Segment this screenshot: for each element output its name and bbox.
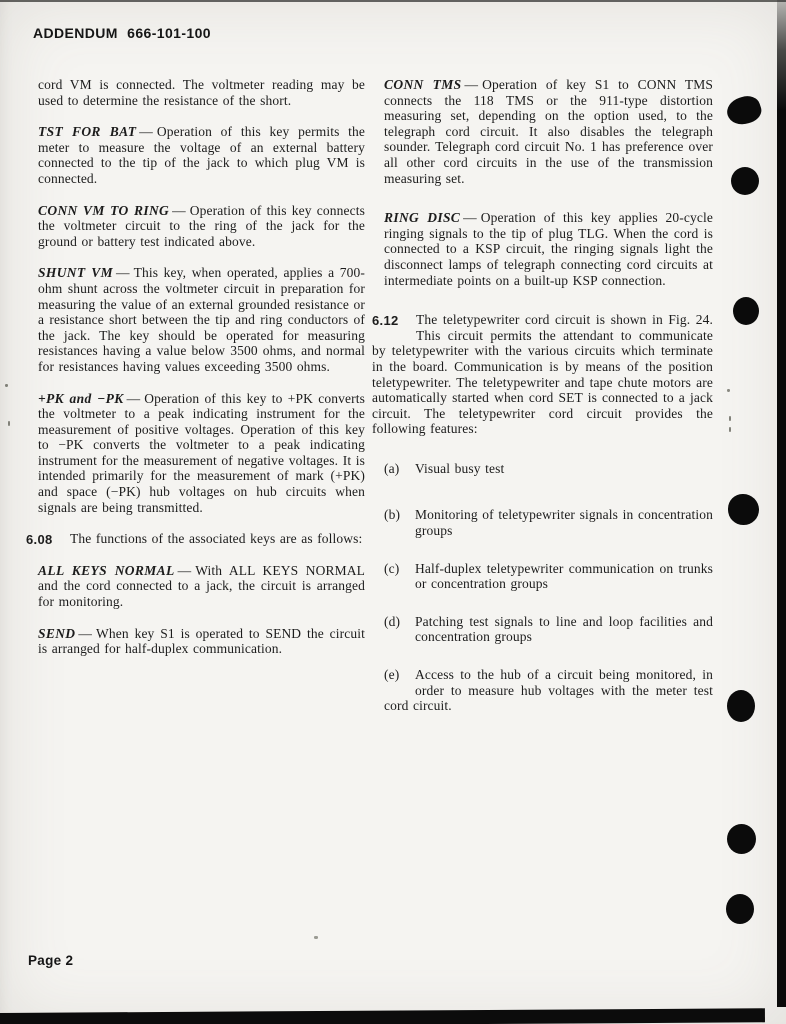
feature-item-d [384, 614, 713, 645]
paragraph-conn-vm-to-ring [38, 203, 365, 250]
feature-text: Access to the hub of a circuit being monitored, in order to measure hub voltages with the meter test cord circuit. [384, 667, 713, 714]
left-column [26, 77, 366, 673]
em-dash: — [172, 202, 186, 218]
paragraph-ring-disc [384, 210, 713, 288]
feature-label: (b) [384, 507, 401, 523]
binder-hole-dot [728, 494, 759, 525]
em-dash: — [78, 625, 93, 641]
feature-label: (e) [384, 667, 400, 683]
feature-item-c [384, 561, 713, 592]
paragraph-text: Operation of this key applies 20-cycle ringing signals to the tip of plug TLG. When the cord is connected to a KSP circuit, the ringing signals light the disconnect lamps of telegraph connecting cord circuits at intermediate points on a built-up KSP connection. [384, 210, 713, 288]
binder-hole-dot [727, 690, 755, 722]
feature-text: Monitoring of teletypewriter signals in concentration groups [415, 507, 713, 539]
binder-hole-dot [731, 167, 759, 195]
run-in-heading: +PK and −PK [38, 390, 124, 406]
feature-item-a [384, 461, 713, 477]
paragraph-text: When key S1 is operated to SEND the circuit is arranged for half-duplex communication. [38, 625, 365, 657]
paragraph-number: 6.12 [372, 313, 399, 329]
paragraph-conn-tms [384, 77, 713, 186]
paragraph-text: The functions of the associated keys are as follows: [70, 531, 363, 547]
numbered-paragraph-6-12 [372, 312, 713, 437]
numbered-paragraph-6-08 [26, 531, 365, 547]
paragraph-text: Operation of this key connects the voltmeter circuit to the ring of the jack for the ground or battery test indicated above. [38, 202, 365, 249]
paragraph-text: cord VM is connected. The voltmeter reading may be used to determine the resistance of the short. [38, 77, 365, 108]
feature-list [384, 461, 713, 714]
scan-edge-top [0, 0, 786, 2]
paragraph-text: This key, when operated, applies a 700-ohm shunt across the voltmeter circuit in preparation for measuring the value of an external grounded resistance or a resistance short between the tip and ring conductors of the jack. The key should be operated for measuring resistances having a value below 3500 ohms, and normal for resistances having values exceeding 3500 ohms. [38, 265, 365, 374]
paragraph-intro-fragment [38, 77, 365, 108]
paragraph-all-keys-normal [38, 563, 365, 610]
document-header: ADDENDUM 666-101-100 [33, 25, 211, 41]
scan-speck [729, 427, 731, 432]
paragraph-text: The teletypewriter cord circuit is shown in Fig. 24. This circuit permits the attendant to communicate by teletypewriter with the various circuits which terminate in the board. Communication is by means of the position teletypewriter. The teletypewriter and tape chute motors are automatically started when cord SET is connected to a jack circuit. The teletypewriter cord circuit provides the following features: [372, 312, 713, 437]
paragraph-text: Operation of key S1 to CONN TMS connects the 118 TMS or the 911-type distortion measuring set, depending on the option used, to the telegraph cord circuit. It also disables the telegraph sounder. Telegraph cord circuit No. 1 has preference over all other cord circuits in the use of the transmission measuring set. [384, 77, 713, 186]
feature-text: Half-duplex teletypewriter communication on trunks or concentration groups [415, 560, 713, 592]
feature-text: Patching test signals to line and loop facilities and concentration groups [415, 613, 713, 645]
feature-item-e [384, 667, 713, 714]
run-in-heading: ALL KEYS NORMAL [38, 562, 175, 578]
binder-hole-dot [727, 824, 756, 854]
run-in-heading: RING DISC [384, 210, 461, 226]
run-in-heading: SHUNT VM [38, 265, 113, 281]
binder-hole-dot [726, 894, 754, 924]
em-dash: — [116, 265, 130, 281]
feature-label: (c) [384, 560, 400, 576]
em-dash: — [464, 77, 479, 92]
feature-label: (a) [384, 460, 400, 476]
feature-label: (d) [384, 613, 401, 629]
feature-text: Visual busy test [415, 460, 505, 476]
scan-speck [5, 384, 8, 387]
scan-speck [727, 389, 730, 392]
em-dash: — [139, 124, 153, 140]
page-number: Page 2 [28, 953, 74, 968]
scan-speck [314, 936, 318, 939]
em-dash: — [463, 210, 477, 226]
paragraph-send [38, 626, 365, 657]
paragraph-number: 6.08 [26, 532, 53, 548]
run-in-heading: SEND [38, 625, 76, 641]
scan-speck [729, 416, 731, 421]
run-in-heading: CONN TMS [384, 77, 462, 92]
scan-edge-bottom [0, 1008, 765, 1024]
binder-hole-dot [733, 297, 759, 325]
paragraph-text: With ALL KEYS NORMAL and the cord connected to a jack, the circuit is arranged for monitoring. [38, 562, 365, 610]
scan-speck [8, 421, 10, 426]
run-in-heading: TST FOR BAT [38, 124, 137, 140]
paragraph-pk-keys [38, 391, 365, 516]
feature-item-b [384, 507, 713, 538]
scan-edge-right [777, 0, 786, 1007]
paragraph-text: Operation of this key permits the meter to measure the voltage of an external battery connected to the tip of the jack to which plug VM is connected. [38, 124, 366, 186]
em-dash: — [177, 562, 192, 578]
run-in-heading: CONN VM TO RING [38, 202, 170, 218]
binder-hole-dot [724, 92, 765, 128]
em-dash: — [126, 390, 141, 406]
paragraph-text: Operation of this key to +PK converts the voltmeter to a peak indicating instrument for the measurement of positive voltages. Operation of this key to −PK converts the voltmeter to a peak indicating instrument for the measurement of negative voltages. It is intended primarily for the measurement of mark (+PK) and space (−PK) hub voltages on hub circuits when signals are being transmitted. [38, 390, 365, 515]
right-column [372, 77, 713, 736]
paragraph-tst-for-bat [38, 124, 365, 186]
paragraph-shunt-vm [38, 265, 365, 374]
